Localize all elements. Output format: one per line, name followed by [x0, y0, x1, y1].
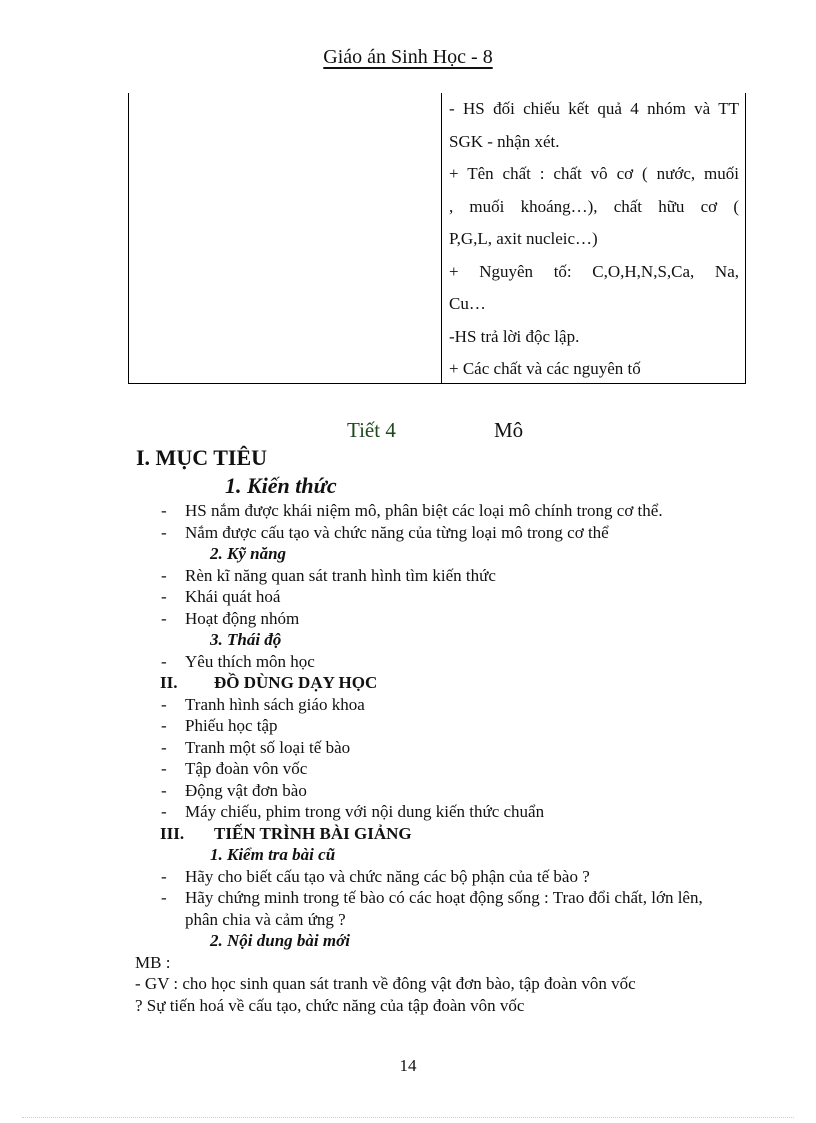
list-item: - Yêu thích môn học [161, 651, 315, 671]
section-heading-materials [136, 672, 736, 694]
lesson-name: Mô [494, 418, 524, 442]
table-line: P,G,L, axit nucleic…) [449, 229, 598, 248]
question-line: ? Sự tiến hoá về cấu tạo, chức năng của tập đoàn vôn vốc [135, 995, 525, 1015]
lesson-number: Tiết 4 [347, 418, 396, 442]
table-line: -HS trả lời độc lập. [449, 326, 580, 346]
list-item: - Nắm được cấu tạo và chức năng của từng loại mô trong cơ thể [161, 522, 609, 542]
subheading-review: 1. Kiểm tra bài cũ [210, 845, 336, 864]
subheading-knowledge: 1. Kiến thức [225, 473, 337, 498]
page-number: 14 [399, 1056, 417, 1075]
list-item: - HS nắm được khái niệm mô, phân biệt các loại mô chính trong cơ thể. [161, 501, 663, 520]
page-header [0, 46, 816, 69]
table-line: + Tên chất : chất vô cơ ( nước, muối [449, 164, 739, 183]
skills-list [136, 565, 736, 630]
subheading-skills: 2. Kỹ năng [210, 544, 287, 563]
section-numeral: II. [160, 673, 178, 692]
table-line: - HS đối chiếu kết quả 4 nhóm và TT [449, 99, 739, 118]
table-line: SGK - nhận xét. [449, 131, 560, 151]
list-item: - Động vật đơn bào [161, 780, 307, 800]
attitude-list [136, 651, 736, 673]
table-line: Cu… [449, 294, 486, 313]
list-item: - Tranh một số loại tế bào [161, 737, 351, 757]
table-line: + Các chất và các nguyên tố [449, 359, 641, 378]
table-line: + Nguyên tố: C,O,H,N,S,Ca, Na, [449, 261, 739, 281]
page-bottom-rule [22, 1117, 794, 1118]
list-item: - Máy chiếu, phim trong với nội dung kiến thức chuẩn [161, 802, 545, 821]
list-item: - Tập đoàn vôn vốc [161, 759, 308, 778]
list-item: - Tranh hình sách giáo khoa [161, 694, 365, 714]
section-numeral: III. [160, 823, 185, 843]
section-title: ĐỒ DÙNG DẠY HỌC [214, 673, 378, 692]
lesson-title [0, 418, 816, 444]
table-line: , muối khoáng…), chất hữu cơ ( [449, 196, 739, 216]
list-item: - Hãy cho biết cấu tạo và chức năng các bộ phận của tế bào ? [161, 866, 590, 886]
document-title: Giáo án Sinh Học - 8 [323, 46, 493, 68]
teacher-activity-line: - GV : cho học sinh quan sát tranh về đông vật đơn bào, tập đoàn vôn vốc [135, 974, 636, 993]
section-title: TIẾN TRÌNH BÀI GIẢNG [214, 823, 412, 843]
materials-list [136, 694, 736, 823]
list-item: - Rèn kĩ năng quan sát tranh hình tìm kiến thức [161, 565, 496, 585]
lesson-content [136, 444, 736, 1016]
knowledge-list [136, 500, 736, 543]
section-heading-objectives: I. MỤC TIÊU [136, 445, 268, 470]
subheading-attitude: 3. Thái độ [210, 630, 282, 649]
subheading-new-lesson: 2. Nội dung bài mới [210, 931, 350, 950]
list-item: - Hoạt động nhóm [161, 608, 300, 628]
table-column-divider [441, 93, 442, 383]
list-item: - Khái quát hoá [161, 587, 281, 606]
intro-label: MB : [135, 952, 171, 972]
list-item: - Phiếu học tập [161, 716, 278, 735]
list-item: - Hãy chứng minh trong tế bào có các hoạt động sống : Trao đổi chất, lớn lên, phân chia và cảm ứng ? [161, 888, 703, 929]
activity-table [128, 93, 746, 384]
review-questions-list [136, 866, 736, 931]
student-activity-cell [449, 93, 739, 386]
section-heading-procedure [136, 823, 736, 845]
